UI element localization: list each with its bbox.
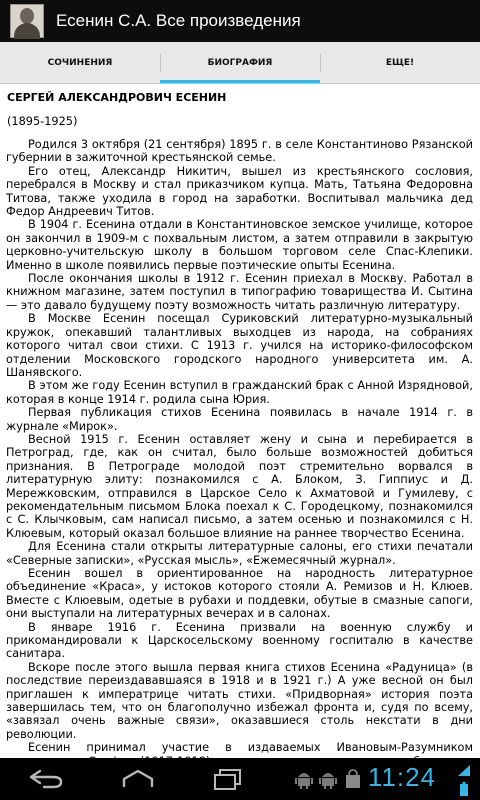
app-title: Есенин С.А. Все произведения bbox=[56, 11, 301, 30]
bio-paragraph: В январе 1916 г. Есенина призвали на военную службу и прикомандировали к Царскосельскому военному госпиталю в качестве санитара. bbox=[6, 620, 473, 661]
android-notification[interactable] bbox=[292, 758, 316, 800]
bio-paragraph: Весной 1915 г. Есенин оставляет жену и сына и перебирается в Петроград, где, как он считал, было больше возможностей добиться признания. В Петрограде молодой поэт стремительно ворвался в литературную элиту: познакомился с А. Блоком, З. Гиппиус и Д. Мережковским, отправился в Царское Село к Ахматовой и Гумилеву, с рекомендательным письмом Блока поехал к С. Городецкому, познакомился с С. Клычковым, сам написал письмо, а затем осенью и познакомился с Н. Клюевым, который оказал большое влияние на раннее творчество Есенина. bbox=[6, 432, 473, 540]
android-notification[interactable] bbox=[316, 758, 340, 800]
system-nav-bar bbox=[0, 758, 480, 800]
bio-paragraph: Его отец, Александр Никитич, вышел из крестьянского сословия, перебрался в Москву и стал приказчиком купца. Мать, Татьяна Федоровна Титова, также уходила в город на заработки. Воспитывал мальчика дед Федор Андреевич Титов. bbox=[6, 164, 473, 219]
bio-paragraph: В Москве Есенин посещал Суриковский литературно-музыкальный кружок, опекавший талантливых выходцев из народа, на собраниях которого читал свои стихи. С 1913 г. учился на историко-философском отделении Московского городского народного университета им. А. Шанявского. bbox=[6, 312, 473, 379]
app-icon-portrait[interactable] bbox=[10, 4, 44, 38]
life-years: (1895-1925) bbox=[7, 115, 78, 128]
bio-paragraph: Первая публикация стихов Есенина появилась в начале 1914 г. в журнале «Мирок». bbox=[6, 406, 473, 433]
bio-paragraph: Есенин принимал участие в издаваемых Ивановым-Разумником bbox=[28, 741, 473, 755]
biography-text bbox=[6, 138, 473, 782]
android-robot-icon bbox=[294, 768, 314, 790]
back-button[interactable] bbox=[18, 758, 74, 800]
tab-more[interactable]: ЕЩЕ! bbox=[320, 42, 480, 83]
recent-apps-icon bbox=[208, 767, 248, 791]
back-icon bbox=[26, 768, 66, 790]
bio-paragraph: Для Есенина стали открыты литературные салоны, его стихи печатали «Северные записки», «Русская мысль», «Ежемесячный журнал». bbox=[6, 540, 473, 567]
bio-paragraph: Родился 3 октября (21 сентября) 1895 г. в селе Константиново Рязанской губернии в зажиточной крестьянской семье. bbox=[6, 138, 473, 165]
action-bar bbox=[0, 0, 480, 42]
status-indicators[interactable] bbox=[452, 758, 476, 800]
bio-paragraph: Есенин вошел в ориентированное на народность литературное объединение «Краса», у истоков которого стояли А. Ремизов и Н. Клюев. Вместе с Клюевым, одетые в рубахи и поддевки, обутые в смазные сапоги, они выступали на литературных вечерах и в салонах. bbox=[6, 567, 473, 621]
recent-apps-button[interactable] bbox=[200, 758, 256, 800]
bio-paragraph: После окончания школы в 1912 г. Есенин приехал в Москву. Работал в книжном магазине, затем поступил в типографию товарищества И. Сытина — это давало будущему поэту возможность читать различную литературу. bbox=[6, 272, 473, 312]
home-icon bbox=[118, 768, 158, 790]
tab-biography[interactable]: БИОГРАФИЯ bbox=[160, 42, 320, 83]
tab-works[interactable]: СОЧИНЕНИЯ bbox=[47, 57, 113, 68]
android-robot-icon bbox=[318, 768, 338, 790]
clock[interactable]: 11:24 bbox=[367, 762, 436, 792]
portrait-head bbox=[20, 8, 34, 24]
tab-bar bbox=[0, 42, 480, 84]
portrait-shoulders bbox=[14, 23, 40, 39]
bio-paragraph: В 1904 г. Есенина отдали в Константиновское земское училище, которое он закончил в 1909-м с похвальным листом, а затем отправили в закрытую церковно-учительскую школу в большом торговом селе Спас-Клепики. Именно в школе появились первые поэтические опыты Есенина. bbox=[6, 218, 473, 272]
shopping-bag-icon bbox=[343, 768, 363, 790]
wifi-signal-icon bbox=[457, 764, 471, 776]
battery-icon bbox=[460, 782, 468, 796]
shopping-bag-notification[interactable] bbox=[340, 758, 366, 800]
biography-heading: СЕРГЕЙ АЛЕКСАНДРОВИЧ ЕСЕНИН bbox=[7, 91, 227, 104]
biography-content[interactable] bbox=[0, 84, 480, 758]
bio-paragraph: Вскоре после этого вышла первая книга стихов Есенина «Радуница» (в последствие переиздававшаяся в 1918 и в 1921 г.) А уже весной он был приглашен к императрице читать стихи. «Придворная» история поэта завершилась тем, что он благополучно избежал фронта и, судя по всему, «завязал очень важные связи», оказавшиеся столь некстати в дни революции. bbox=[6, 660, 473, 741]
home-button[interactable] bbox=[110, 758, 166, 800]
bio-paragraph: В этом же году Есенин вступил в гражданский брак с Анной Изрядновой, которая в конце 1914 г. родила сына Юрия. bbox=[6, 379, 473, 406]
